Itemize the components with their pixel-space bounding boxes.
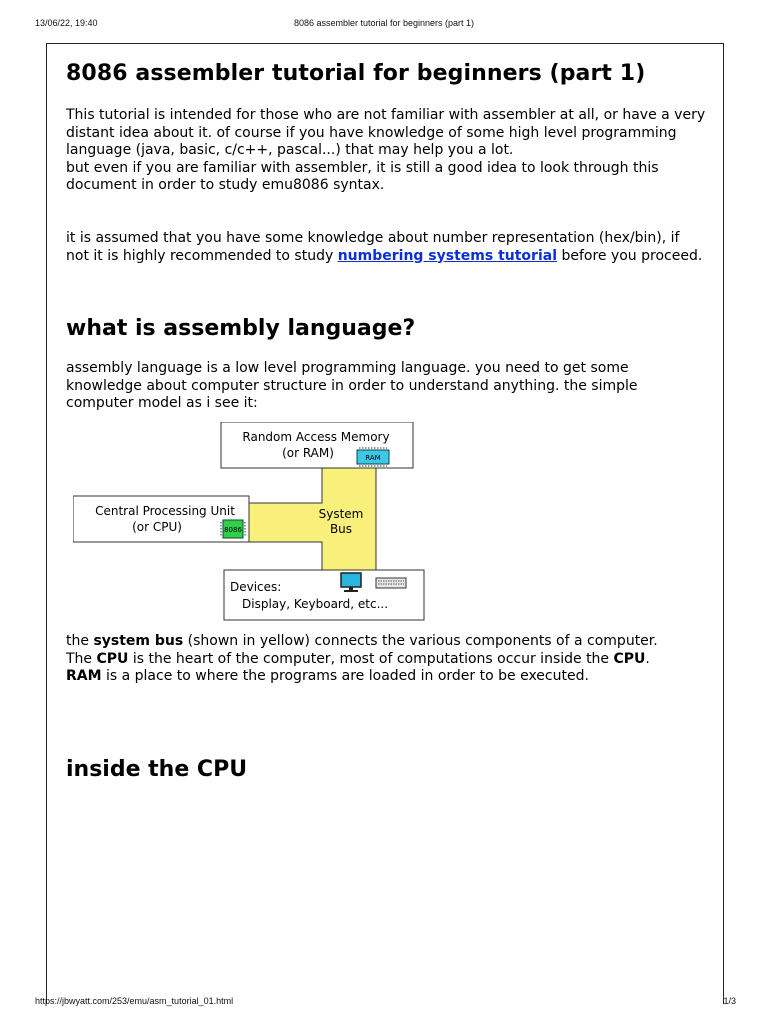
bus-text-1: the <box>66 633 94 649</box>
bus-bold-system-bus: system bus <box>93 633 184 649</box>
bus-text-2: (shown in yellow) connects the various components of a computer. <box>183 633 658 649</box>
intro-text-2: but even if you are familiar with assembler, it is still a good idea to look through this document in order to study emu8086 syntax. <box>66 159 659 193</box>
cpu-label-1: Central Processing Unit <box>95 504 235 518</box>
ram-text: is a place to where the programs are loaded in order to be executed. <box>101 668 589 684</box>
cpu-text-3: . <box>645 650 650 667</box>
cpu-label-2: (or CPU) <box>132 520 182 534</box>
assumed-text-after: before you proceed. <box>557 247 703 264</box>
section-heading-assembly: what is assembly language? <box>66 316 416 341</box>
print-doc-title: 8086 assembler tutorial for beginners (part 1) <box>293 18 475 28</box>
cpu-bold-2: CPU <box>613 650 646 667</box>
assembly-paragraph: assembly language is a low level programming language. you need to get some knowledge about computer structure in order to understand anything. the simple computer model as i see it: <box>66 360 638 411</box>
print-datetime: 13/06/22, 19:40 <box>35 18 98 28</box>
bus-label-1: System <box>318 507 364 521</box>
devices-label-2: Display, Keyboard, etc... <box>242 597 389 611</box>
print-url: https://jbwyatt.com/253/emu/asm_tutorial_01.html <box>35 996 234 1006</box>
ram-bold: RAM <box>66 668 102 684</box>
ram-label-2: (or RAM) <box>282 446 334 460</box>
section-heading-cpu: inside the CPU <box>66 757 248 782</box>
ram-chip-label: RAM <box>365 454 381 462</box>
assumed-text-before: it is assumed that you have some knowledge about number representation (hex/bin), if not it is highly recommended to study <box>66 230 680 264</box>
cpu-text-1: The <box>66 650 97 667</box>
assumed-paragraph <box>66 230 706 265</box>
print-page-number: 1/3 <box>723 996 736 1006</box>
computer-model-diagram <box>73 422 433 627</box>
page-title: 8086 assembler tutorial for beginners (part 1) <box>66 61 646 86</box>
article-content <box>66 60 706 782</box>
system-bus-paragraph <box>66 633 706 686</box>
numbering-systems-link[interactable]: numbering systems tutorial <box>337 247 557 264</box>
cpu-bold-1: CPU <box>96 650 129 667</box>
cpu-chip-icon <box>221 520 245 538</box>
cpu-chip-label: 8086 <box>224 526 242 534</box>
keyboard-icon <box>376 578 406 588</box>
ram-label-1: Random Access Memory <box>242 430 390 444</box>
intro-text-1: This tutorial is intended for those who are not familiar with assembler at all, or have a very distant idea about it. of course if you have knowledge of some high level programming language (java, basic, c/c++, pascal...) that may help you a lot. <box>66 107 706 158</box>
ram-chip-icon <box>357 448 389 466</box>
bus-label-2: Bus <box>329 522 353 536</box>
devices-label-1: Devices: <box>230 580 282 594</box>
intro-paragraph <box>66 107 706 195</box>
cpu-text-2: is the heart of the computer, most of computations occur inside the <box>128 650 614 667</box>
